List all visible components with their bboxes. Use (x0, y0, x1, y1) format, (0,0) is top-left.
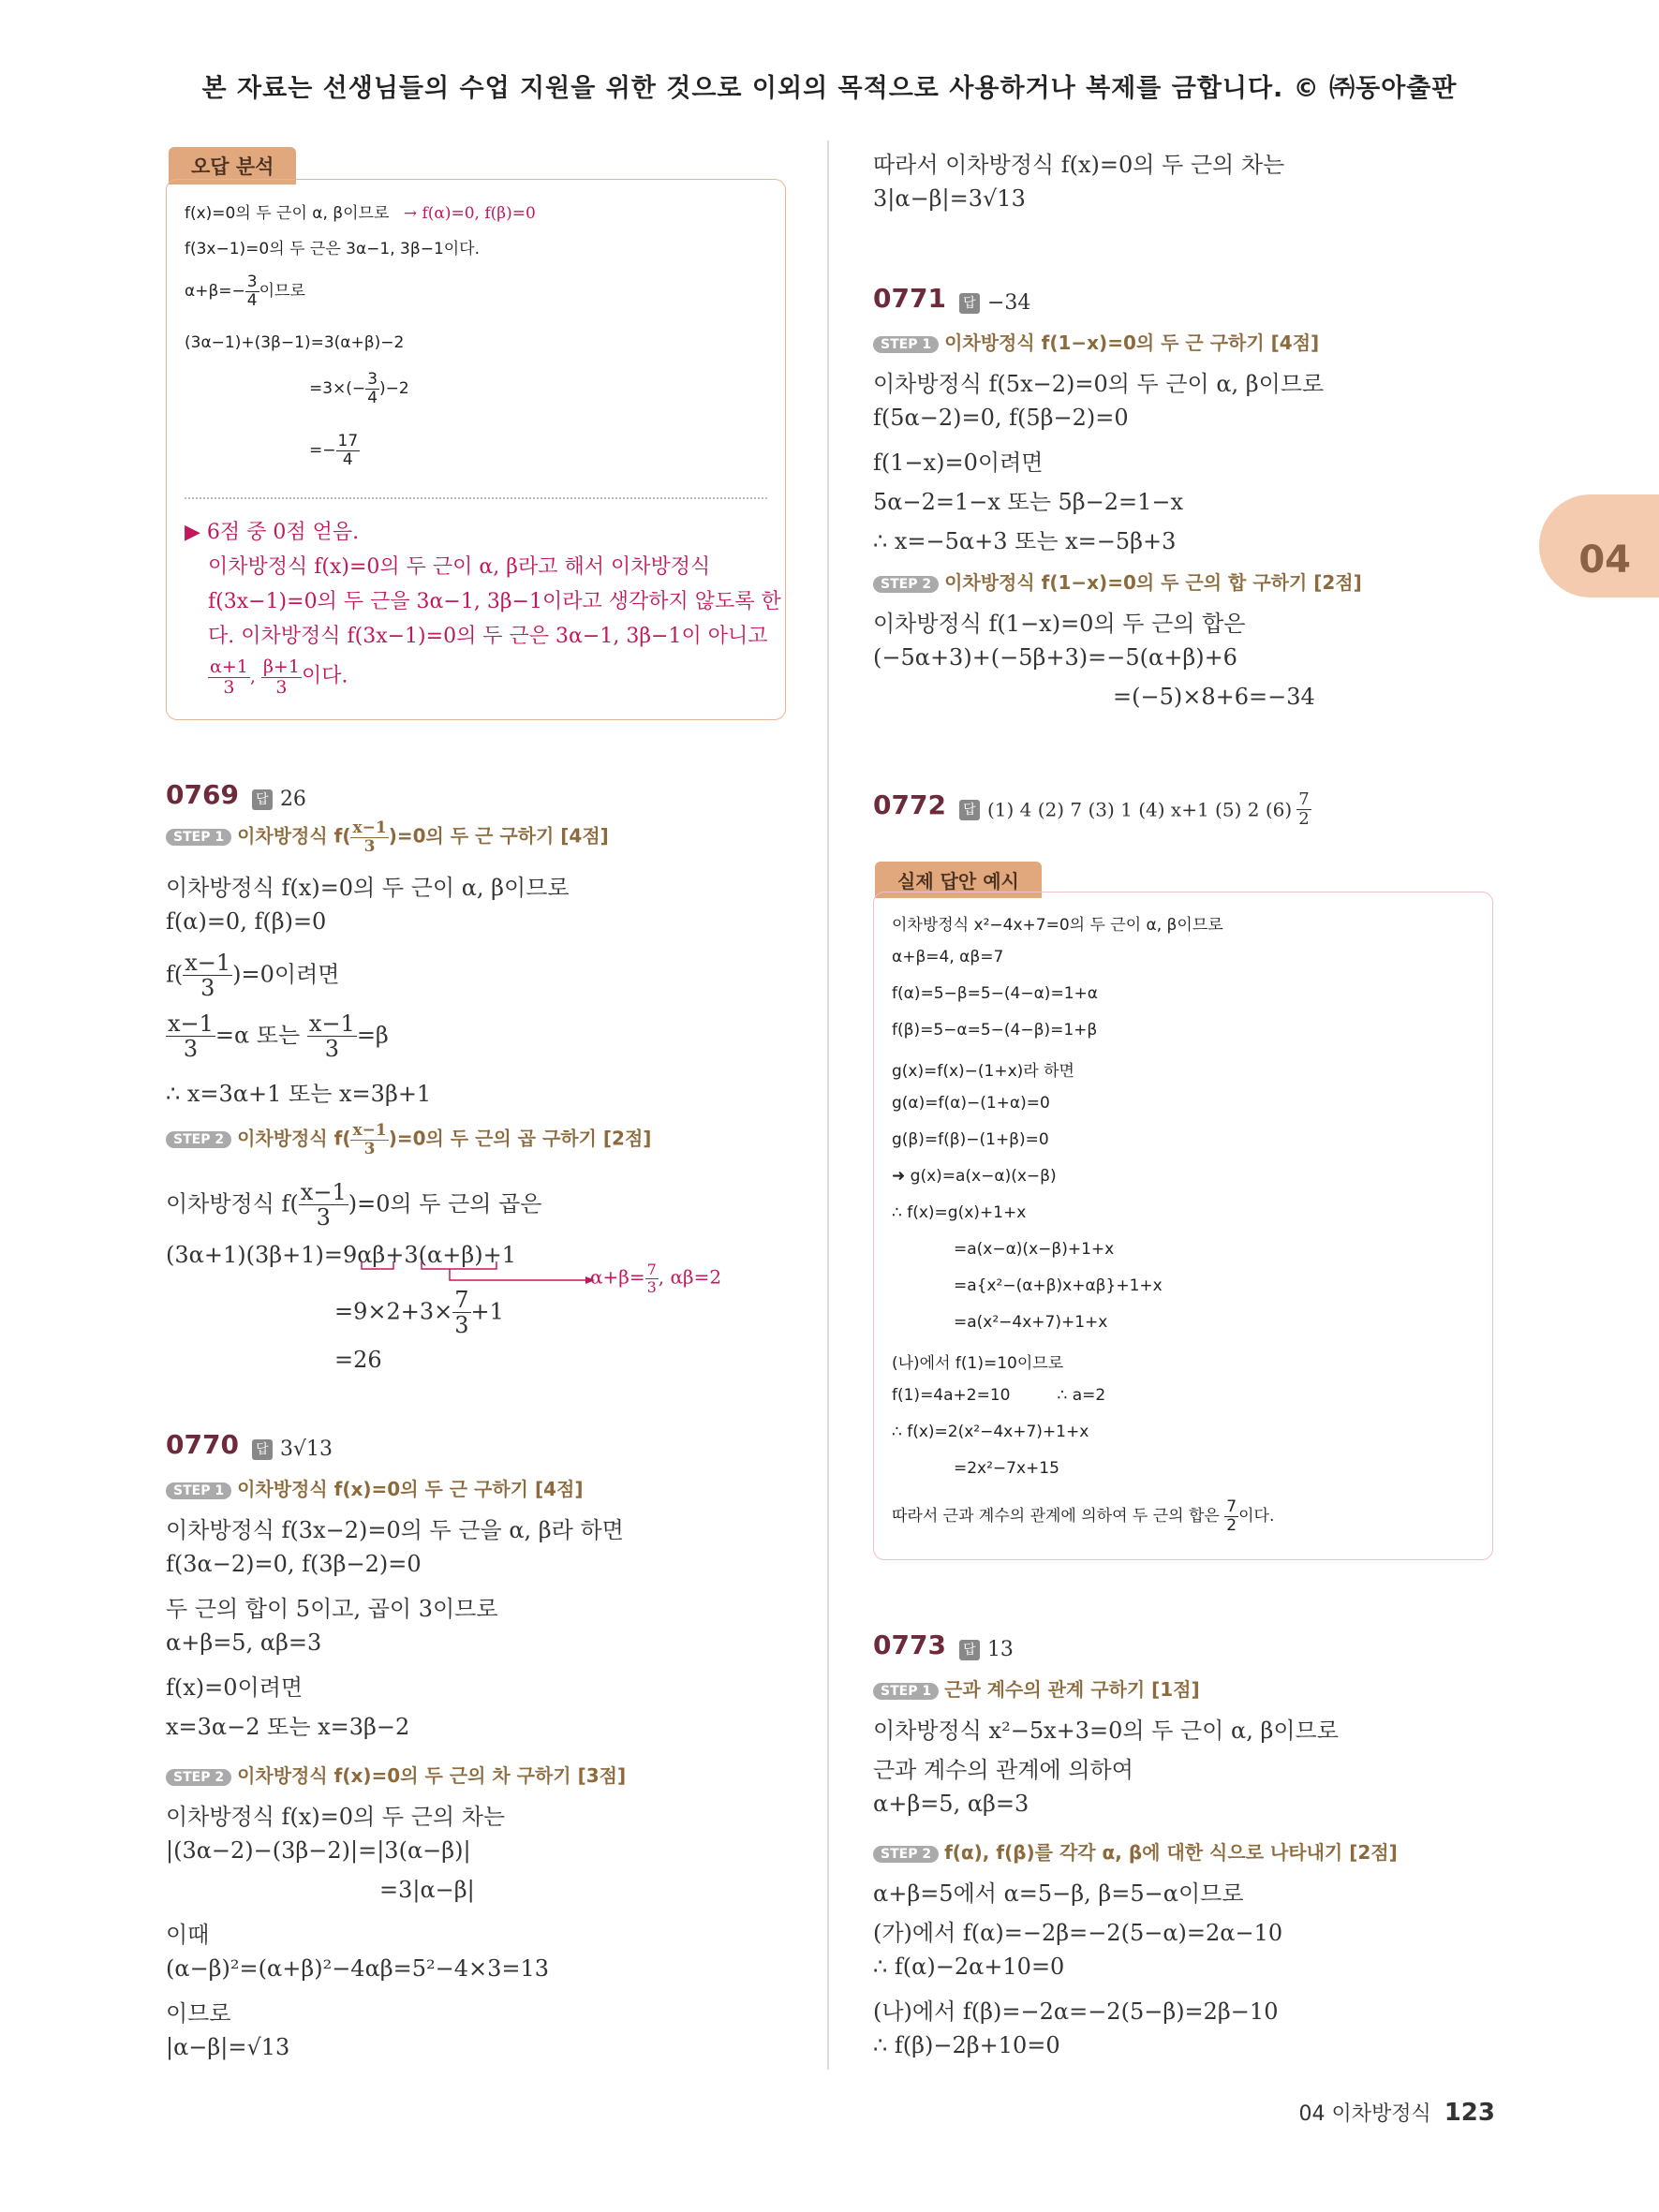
hw-line-8: ➜ g(x)=a(x−α)(x−β) (892, 1167, 1057, 1186)
box-line-1-note: → f(α)=0, f(β)=0 (403, 204, 536, 223)
problem-0769-arrow (356, 1260, 600, 1288)
box-line-2: f(3x−1)=0의 두 근은 3α−1, 3β−1이다. (185, 240, 481, 258)
problem-0771-number: 0771 (873, 283, 946, 314)
answer-icon: 답 (959, 800, 980, 820)
problem-0773-line-8: ∴ f(β)−2β+10=0 (873, 2032, 1060, 2058)
problem-0773-line-2: 근과 계수의 관계에 의하여 (873, 1757, 1133, 1783)
problem-0769-line-4: $\frac{x-1}{3}$ =α 또는 $\frac{x-1}{3}$ =β (168, 1010, 389, 1063)
problem-0771-line-1: 이차방정식 f(5x−2)=0의 두 근이 α, β이므로 (873, 371, 1325, 397)
problem-0773-answer: 13 (986, 1638, 1014, 1661)
problem-0773-step-2: STEP 2 f(α), f(β)를 각각 α, β에 대한 식으로 나타내기 [2점] (873, 1837, 1398, 1865)
box-point-5: $\frac{\alpha+1}{3}$ , $\frac{\beta+1}{3}$ 이다. (210, 656, 348, 698)
problem-0770-line-6: x=3α−2 또는 x=3β−2 (166, 1714, 410, 1740)
problem-0770-line-3: 두 근의 합이 5이고, 곱이 3이므로 (166, 1596, 498, 1622)
problem-0770-line-12: 이므로 (166, 2000, 231, 2027)
problem-0769-step-1: STEP 1 이차방정식 f( $\frac{x-1}{3}$ )=0의 두 근 구하기 [4점] (166, 819, 609, 855)
copyright-header: 본 자료는 선생님들의 수업 지원을 위한 것으로 이외의 목적으로 사용하거나 복제를 금합니다. © ㈜동아출판 (201, 74, 1458, 103)
hw-line-3: f(α)=5−β=5−(4−α)=1+α (892, 984, 1098, 1003)
problem-0770-header (166, 1429, 333, 1461)
hw-line-6: g(α)=f(α)−(1+α)=0 (892, 1094, 1050, 1113)
problem-0770-line-5: f(x)=0이려면 (166, 1674, 304, 1701)
chapter-tab-label: 04 (1578, 538, 1631, 582)
problem-0770-step-1: STEP 1 이차방정식 f(x)=0의 두 근 구하기 [4점] (166, 1474, 584, 1501)
problem-0771-line-7: (−5α+3)+(−5β+3)=−5(α+β)+6 (873, 644, 1237, 671)
hw-line-11: =a{x²−(α+β)x+αβ}+1+x (954, 1276, 1163, 1295)
box-line-1: f(x)=0의 두 근이 α, β이므로 → f(α)=0, f(β)=0 (185, 204, 536, 223)
problem-0769-answer: 26 (279, 788, 306, 811)
problem-0770-step-2: STEP 2 이차방정식 f(x)=0의 두 근의 차 구하기 [3점] (166, 1761, 626, 1788)
answer-icon: 답 (959, 293, 980, 314)
problem-0769-step-2: STEP 2 이차방정식 f( $\frac{x-1}{3}$ )=0의 두 근의 곱 구하기 [2점] (166, 1122, 651, 1158)
continuation-line-2: 3|α−β|=3√13 (873, 185, 1026, 212)
problem-0770-line-8: |(3α−2)−(3β−2)|=|3(α−β)| (166, 1837, 471, 1864)
problem-0773-line-1: 이차방정식 x²−5x+3=0의 두 근이 α, β이므로 (873, 1718, 1339, 1744)
problem-0773-header (873, 1630, 1014, 1661)
box-line-4: (3α−1)+(3β−1)=3(α+β)−2 (185, 333, 405, 352)
hw-line-2: α+β=4, αβ=7 (892, 948, 1004, 966)
hw-line-16: =2x²−7x+15 (954, 1459, 1059, 1478)
problem-0771-line-8: =(−5)×8+6=−34 (1113, 684, 1315, 710)
hw-line-5: g(x)=f(x)−(1+x)라 하면 (892, 1062, 1074, 1081)
page-number: 123 (1444, 2099, 1495, 2127)
problem-0770-line-10: 이때 (166, 1922, 210, 1948)
problem-0771-line-6: 이차방정식 f(1−x)=0의 두 근의 합은 (873, 611, 1246, 637)
problem-0773-line-4: α+β=5에서 α=5−β, β=5−α이므로 (873, 1880, 1244, 1907)
problem-0770-line-1: 이차방정식 f(3x−2)=0의 두 근을 α, β라 하면 (166, 1517, 624, 1543)
answer-icon: 답 (252, 1439, 273, 1460)
problem-0769-line-1: 이차방정식 f(x)=0의 두 근이 α, β이므로 (166, 875, 570, 901)
problem-0773-line-7: (나)에서 f(β)=−2α=−2(5−β)=2β−10 (873, 1998, 1279, 2025)
hw-line-13: (나)에서 f(1)=10이므로 (892, 1354, 1064, 1373)
problem-0771-step-1: STEP 1 이차방정식 f(1−x)=0의 두 근 구하기 [4점] (873, 328, 1319, 355)
hw-line-12: =a(x²−4x+7)+1+x (954, 1313, 1108, 1332)
problem-0772-number: 0772 (873, 789, 946, 820)
problem-0770-answer: 3√13 (279, 1438, 333, 1461)
problem-0771-line-2: f(5α−2)=0, f(5β−2)=0 (873, 405, 1129, 431)
problem-0773-step-1: STEP 1 근과 계수의 관계 구하기 [1점] (873, 1674, 1200, 1702)
box-line-3: α+β=− $\frac{3}{4}$ 이므로 (185, 273, 305, 310)
box-point-4: 다. 이차방정식 f(3x−1)=0의 두 근은 3α−1, 3β−1이 아니고 (208, 625, 768, 648)
problem-0771-line-5: ∴ x=−5α+3 또는 x=−5β+3 (873, 528, 1177, 554)
hw-line-1: 이차방정식 x²−4x+7=0의 두 근이 α, β이므로 (892, 916, 1223, 935)
problem-0770-line-13: |α−β|=√13 (166, 2034, 290, 2060)
hw-line-7: g(β)=f(β)−(1+β)=0 (892, 1130, 1049, 1149)
problem-0770-line-9: =3|α−β| (379, 1877, 475, 1903)
page-footer (1298, 2098, 1495, 2127)
hw-line-17: 따라서 근과 계수의 관계에 의하여 두 근의 합은 $\frac{7}{2}$ 이다. (892, 1497, 1275, 1535)
hw-line-9: ∴ f(x)=g(x)+1+x (892, 1203, 1027, 1222)
box-point-2: 이차방정식 f(x)=0의 두 근이 α, β라고 해서 이차방정식 (208, 555, 711, 579)
problem-0769-line-8: =9×2+3× $\frac{7}{3}$ +1 (334, 1287, 504, 1339)
box-line-6: =− $\frac{17}{4}$ (309, 432, 359, 469)
problem-0769-line-7: (3α+1)(3β+1)=9αβ+3(α+β)+1 (166, 1242, 516, 1268)
problem-0773-line-5: (가)에서 f(α)=−2β=−2(5−α)=2α−10 (873, 1920, 1283, 1946)
answer-icon: 답 (959, 1640, 980, 1660)
problem-0773-line-6: ∴ f(α)−2α+10=0 (873, 1954, 1065, 1980)
hw-line-4: f(β)=5−α=5−(4−β)=1+β (892, 1021, 1098, 1040)
answer-icon: 답 (252, 789, 273, 810)
problem-0769-line-6: 이차방정식 f( $\frac{x-1}{3}$ )=0의 두 근의 곱은 (166, 1179, 542, 1231)
problem-0773-line-3: α+β=5, αβ=3 (873, 1791, 1029, 1817)
continuation-line-1: 따라서 이차방정식 f(x)=0의 두 근의 차는 (873, 152, 1285, 178)
error-analysis-tag: 오답 분석 (169, 147, 296, 184)
problem-0769-arrow-note: α+β= $\frac{7}{3}$ , αβ=2 (590, 1261, 722, 1296)
problem-0771-step-2: STEP 2 이차방정식 f(1−x)=0의 두 근의 합 구하기 [2점] (873, 568, 1362, 595)
problem-0770-number: 0770 (166, 1429, 239, 1460)
problem-0769-header (166, 779, 306, 811)
footer-chapter: 04 이차방정식 (1298, 2102, 1431, 2126)
box-dotted-rule (185, 497, 767, 499)
column-divider (827, 140, 829, 2070)
problem-0772-header: 0772 답 (1) 4 (2) 7 (3) 1 (4) x+1 (5) 2 (6) $\frac{7}{2}$ (873, 789, 1310, 829)
problem-0769-number: 0769 (166, 779, 239, 810)
box-point-1: ▶ 6점 중 0점 얻음. (185, 521, 360, 544)
problem-0769-line-9: =26 (334, 1347, 382, 1373)
hw-line-15: ∴ f(x)=2(x²−4x+7)+1+x (892, 1423, 1089, 1441)
problem-0770-line-11: (α−β)²=(α+β)²−4αβ=5²−4×3=13 (166, 1955, 550, 1982)
problem-0770-line-2: f(3α−2)=0, f(3β−2)=0 (166, 1551, 422, 1577)
box-line-5: =3×(− $\frac{3}{4}$ )−2 (309, 370, 409, 407)
problem-0769-line-3: f( $\frac{x-1}{3}$ )=0이려면 (166, 950, 340, 1002)
box-point-3: f(3x−1)=0의 두 근을 3α−1, 3β−1이라고 생각하지 않도록 한 (208, 590, 781, 613)
problem-0769-line-5: ∴ x=3α+1 또는 x=3β+1 (166, 1081, 432, 1107)
real-answer-tag: 실제 답안 예시 (875, 862, 1042, 898)
hw-line-14: f(1)=4a+2=10 ∴ a=2 (892, 1386, 1106, 1405)
problem-0773-number: 0773 (873, 1630, 946, 1660)
problem-0771-line-3: f(1−x)=0이려면 (873, 450, 1044, 476)
problem-0771-header (873, 283, 1030, 315)
hw-line-10: =a(x−α)(x−β)+1+x (954, 1240, 1115, 1259)
problem-0769-line-2: f(α)=0, f(β)=0 (166, 908, 327, 935)
problem-0771-line-4: 5α−2=1−x 또는 5β−2=1−x (873, 489, 1184, 515)
problem-0771-answer: −34 (986, 291, 1031, 315)
problem-0770-line-4: α+β=5, αβ=3 (166, 1630, 322, 1656)
problem-0772-answer: (1) 4 (2) 7 (3) 1 (4) x+1 (5) 2 (6) (986, 798, 1293, 821)
problem-0770-line-7: 이차방정식 f(x)=0의 두 근의 차는 (166, 1804, 506, 1830)
